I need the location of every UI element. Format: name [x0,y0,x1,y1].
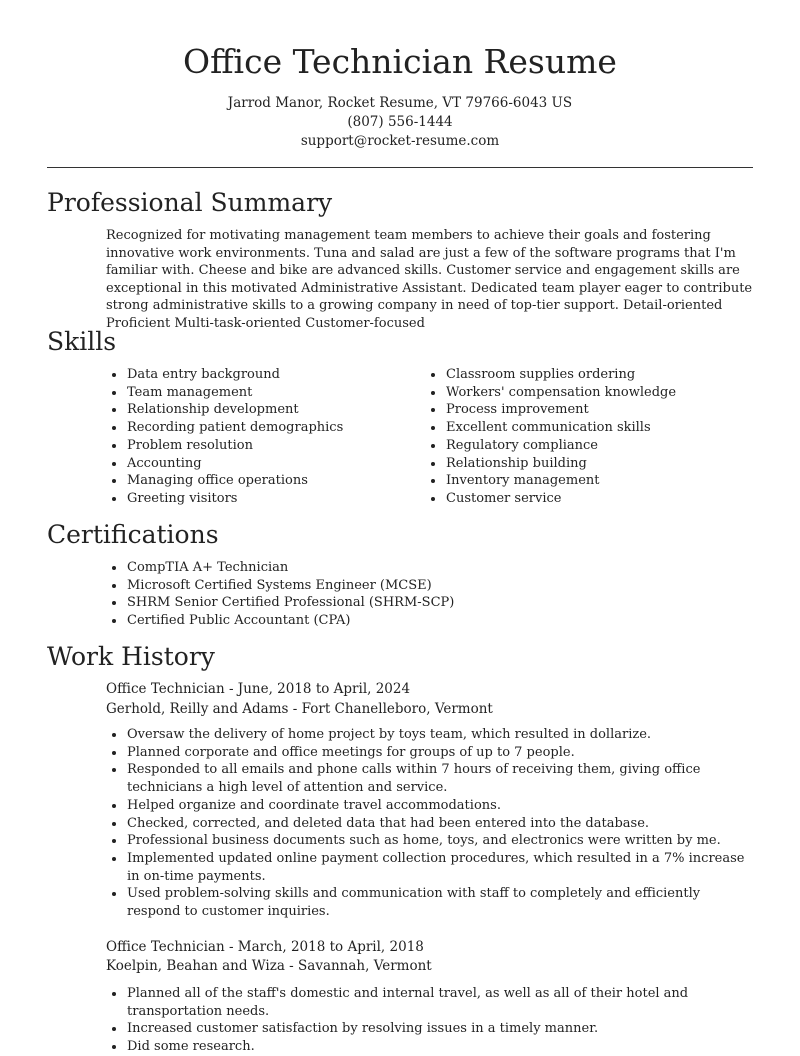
certifications-list [106,559,756,630]
summary-heading: Professional Summary [47,188,333,217]
job-duty-item: Responded to all emails and phone calls within 7 hours of receiving them, giving office technicians a high level of attention and service. [106,761,756,796]
job-duty-item: Professional business documents such as home, toys, and electronics were written by me. [106,832,756,850]
skill-item: Greeting visitors [106,490,406,508]
summary-text: Recognized for motivating management team members to achieve their goals and fostering innovative work environments. Tuna and salad are just a few of the software programs that I'm familiar with. Cheese and bike are advanced skills. Customer service and engagement skills are exceptional in this motivated Administrative Assistant. Dedicated team player eager to contribute strong administrative skills to a growing company in need of top-tier support. Detail-oriented Proficient Multi-task-oriented Customer-focused [106,228,753,331]
job-duty-item: Planned corporate and office meetings for groups of up to 7 people. [106,744,756,762]
contact-address: Jarrod Manor, Rocket Resume, VT 79766-6043 US [227,95,573,111]
skill-item: Relationship development [106,401,406,419]
contact-phone: (807) 556-1444 [347,114,453,130]
skill-item: Problem resolution [106,437,406,455]
contact-email: support@rocket-resume.com [300,133,500,149]
job-title-line: Office Technician - March, 2018 to April, 2018 [106,939,424,955]
skill-item: Process improvement [425,401,755,419]
certification-item: Certified Public Accountant (CPA) [106,612,756,630]
skills-heading: Skills [47,327,117,356]
job-duty-item: Implemented updated online payment collection procedures, which resulted in a 7% increase in on-time payments. [106,850,756,885]
skill-item: Regulatory compliance [425,437,755,455]
job-duties-list [106,726,756,921]
skill-item: Inventory management [425,472,755,490]
certification-item: Microsoft Certified Systems Engineer (MCSE) [106,577,756,595]
skill-item: Classroom supplies ordering [425,366,755,384]
contact-block [0,94,800,151]
skill-item: Workers' compensation knowledge [425,384,755,402]
job-duty-item: Oversaw the delivery of home project by toys team, which resulted in dollarize. [106,726,756,744]
skill-item: Excellent communication skills [425,419,755,437]
skill-item: Managing office operations [106,472,406,490]
skill-item: Customer service [425,490,755,508]
job-company-line: Koelpin, Beahan and Wiza - Savannah, Vermont [106,958,432,974]
header-divider [47,167,753,168]
skill-item: Recording patient demographics [106,419,406,437]
skills-list-left [106,366,406,508]
job-duty-item: Increased customer satisfaction by resolving issues in a timely manner. [106,1020,756,1038]
job-company-line: Gerhold, Reilly and Adams - Fort Chanelleboro, Vermont [106,701,493,717]
certification-item: SHRM Senior Certified Professional (SHRM-SCP) [106,594,756,612]
job-duty-item: Used problem-solving skills and communication with staff to completely and efficiently respond to customer inquiries. [106,885,756,920]
certifications-heading: Certifications [47,520,219,549]
skill-item: Team management [106,384,406,402]
skill-item: Accounting [106,455,406,473]
job-duty-item: Planned all of the staff's domestic and internal travel, as well as all of their hotel and transportation needs. [106,985,756,1020]
skill-item: Data entry background [106,366,406,384]
job-duty-item: Checked, corrected, and deleted data that had been entered into the database. [106,815,756,833]
skills-list-right [425,366,755,508]
job-duties-list [106,985,756,1056]
job-title-line: Office Technician - June, 2018 to April, 2024 [106,681,411,697]
job-duty-item: Helped organize and coordinate travel accommodations. [106,797,756,815]
skill-item: Relationship building [425,455,755,473]
work-history-heading: Work History [47,642,215,671]
job-duty-item: Did some research. [106,1038,756,1056]
resume-title: Office Technician Resume [183,42,617,81]
certification-item: CompTIA A+ Technician [106,559,756,577]
